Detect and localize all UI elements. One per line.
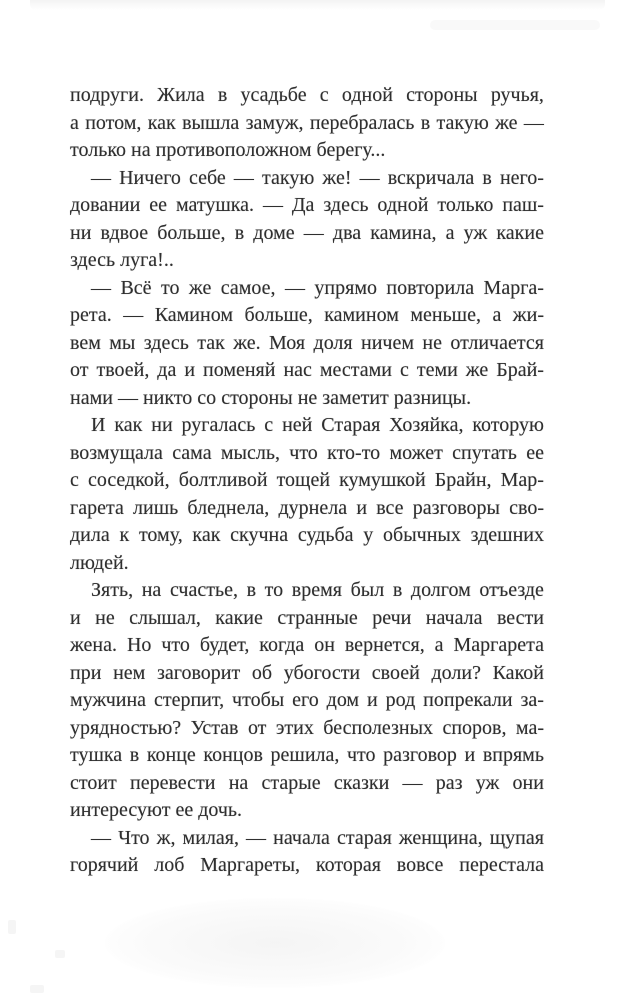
word: в (129, 744, 140, 766)
word: а (492, 304, 502, 326)
word: долгом (410, 579, 471, 601)
text-line (70, 192, 544, 220)
word: да (157, 359, 177, 381)
word: — (402, 771, 423, 794)
word: и (367, 689, 378, 711)
word: лоб (154, 854, 185, 876)
word: возмущала (70, 441, 163, 464)
word: никто (142, 386, 193, 409)
word: с (70, 469, 79, 491)
word: Устав (190, 716, 239, 739)
paragraph (70, 82, 544, 165)
word: интересуют (70, 799, 171, 821)
word: матушка. (175, 194, 255, 216)
word: поменяй (203, 359, 276, 381)
word: кумушкой (339, 469, 426, 491)
text-line (70, 165, 544, 193)
word: у (363, 524, 374, 546)
word: старая (336, 826, 392, 849)
word: ручья, (490, 84, 544, 106)
word: попрекали (423, 689, 513, 711)
word: речи (372, 606, 412, 629)
word: И (91, 414, 106, 436)
word: чтобы (232, 689, 285, 711)
word: — (262, 194, 283, 216)
word: слышал, (129, 606, 201, 629)
word: не (297, 386, 318, 409)
word: — (233, 166, 254, 189)
word: нас (283, 359, 312, 381)
word: скучна (230, 524, 289, 546)
word: он (314, 634, 335, 656)
word: — (523, 111, 544, 134)
word: щупая (489, 826, 544, 849)
word: заметит (322, 386, 389, 409)
word: концов (203, 744, 263, 766)
word: — (284, 276, 305, 299)
word: отъезде (479, 579, 544, 601)
text-line (70, 220, 544, 248)
word: ж, (156, 826, 176, 849)
word: — (123, 304, 144, 326)
word: же! (322, 166, 352, 189)
word: вскричала (387, 166, 475, 189)
word: только (70, 139, 127, 161)
word: него- (499, 166, 544, 189)
word: жи- (512, 304, 544, 326)
word: довании (70, 194, 141, 216)
word: же (495, 111, 518, 134)
word: ни (151, 414, 173, 436)
word: вовсе (396, 854, 444, 876)
word: мысль, (220, 441, 280, 464)
word: разницы. (393, 386, 472, 409)
word: этих (275, 716, 314, 739)
word: на (131, 139, 151, 161)
word: как (147, 111, 176, 134)
word: жена. (70, 634, 118, 656)
word: самое, (220, 276, 276, 299)
word: такую (436, 111, 489, 134)
word: то (264, 579, 284, 601)
word: стерпит, (153, 689, 225, 711)
word: — (246, 826, 267, 849)
word: же (188, 276, 212, 299)
word: вернется, (344, 634, 425, 656)
word: доли? (431, 661, 481, 684)
word: раз (435, 771, 463, 794)
scan-artifact-top (30, 0, 605, 10)
word: тушка (70, 744, 123, 766)
word: своей (371, 661, 420, 684)
word: уж (475, 771, 500, 794)
word: разговоры (412, 496, 500, 519)
word: с (264, 414, 274, 436)
word: только (437, 194, 494, 216)
word: был (350, 579, 385, 601)
word: горячий (70, 854, 139, 876)
word: к (119, 524, 130, 546)
text-line (70, 110, 544, 138)
text-line (70, 660, 544, 688)
word: за- (520, 689, 544, 711)
word: какие (215, 606, 263, 629)
text-line (70, 797, 544, 825)
scan-speck (30, 985, 44, 993)
word: женщина, (398, 826, 483, 849)
word: — (91, 826, 111, 849)
word: Брайн, (434, 469, 492, 491)
text-line (70, 440, 544, 468)
word: усадьбе (240, 84, 307, 106)
word: что (161, 634, 190, 656)
word: об (251, 661, 273, 684)
word: как (192, 524, 221, 546)
word: с (399, 359, 409, 381)
word: перестала (459, 854, 544, 876)
word: паш- (502, 194, 544, 216)
word: меньше, (410, 304, 481, 326)
word: ее (149, 194, 168, 216)
word: что (289, 441, 318, 464)
word: стоит (70, 771, 117, 794)
text-line (70, 137, 544, 165)
word: заговорит (156, 661, 241, 684)
word: так (197, 331, 225, 354)
text-line (70, 495, 544, 523)
word: Моя (269, 331, 306, 354)
word: твоей, (96, 359, 150, 381)
text-line (70, 550, 544, 578)
word: при (70, 661, 102, 684)
word: одной (341, 84, 393, 106)
word: вести (496, 606, 544, 629)
word: на (228, 771, 249, 794)
word: — (117, 386, 138, 409)
word: начала (425, 606, 483, 629)
word: перебралась (309, 111, 415, 134)
word: теми (416, 359, 458, 381)
word: с (319, 84, 329, 106)
text-line (70, 742, 544, 770)
word: ничем (361, 331, 414, 354)
word: здесь (323, 194, 369, 216)
word: замуж, (245, 111, 304, 134)
scan-artifact-top-right (430, 20, 600, 30)
word: и (70, 606, 81, 629)
word: здесь (70, 249, 116, 271)
word: а (445, 221, 455, 244)
word: такую (262, 166, 315, 189)
word: же (465, 359, 489, 381)
word: себе (189, 166, 226, 189)
word: судьба (297, 524, 354, 546)
word: болтливой (178, 469, 268, 491)
word: камина, (370, 221, 437, 244)
word: потом, (85, 111, 142, 134)
word: лишь (133, 496, 179, 519)
word: рета. (70, 304, 112, 326)
word: счастье, (169, 579, 238, 601)
word: бесполезных (323, 716, 434, 739)
word: тому, (138, 524, 183, 546)
word: род (385, 689, 416, 711)
word: ее (526, 441, 544, 464)
word: какие (496, 221, 544, 244)
word: нами (70, 386, 113, 409)
word: может (389, 441, 443, 464)
word: — (359, 166, 380, 189)
word: местами (319, 359, 393, 381)
word: Мар- (500, 469, 544, 491)
text-line (70, 412, 544, 440)
word: отличается (450, 331, 544, 354)
page-text (70, 82, 544, 880)
word: впрямь (482, 744, 544, 766)
word: берегу... (316, 139, 386, 161)
word: упрямо (314, 276, 377, 299)
word: странные (277, 606, 358, 629)
text-line (70, 247, 544, 275)
word: людей. (70, 551, 129, 574)
text-line (70, 467, 544, 495)
word: а (70, 111, 79, 134)
word: от (247, 716, 267, 739)
word: уж (463, 221, 488, 244)
word: ругалась (181, 414, 256, 436)
word: убогости (283, 661, 361, 684)
word: урядностью? (70, 716, 182, 739)
word: же. (233, 331, 261, 354)
word: одной (377, 194, 429, 216)
text-line (70, 605, 544, 633)
word: что (346, 744, 376, 766)
text-line (70, 687, 544, 715)
text-line (70, 82, 544, 110)
paragraph (70, 577, 544, 825)
word: дом (326, 689, 360, 711)
word: Жила (157, 84, 205, 106)
word: в (420, 111, 431, 134)
word: Всё (120, 276, 152, 299)
paragraph (70, 275, 544, 413)
word: в (482, 166, 492, 189)
word: Маргарета (453, 634, 544, 656)
word: стороны (406, 84, 478, 106)
word: когда (259, 634, 305, 656)
word: старые (261, 771, 321, 794)
word: сво- (509, 496, 544, 519)
word: два (332, 221, 362, 244)
paragraph (70, 412, 544, 577)
text-line (70, 357, 544, 385)
word: которая (315, 854, 381, 876)
word: милая, (182, 826, 239, 849)
text-line (70, 577, 544, 605)
text-line (70, 385, 544, 413)
word: противоположном (155, 139, 312, 161)
word: Хозяйка, (389, 414, 464, 436)
word: соседкой, (87, 469, 170, 491)
text-line (70, 715, 544, 743)
word: повторила (386, 276, 475, 299)
text-line (70, 522, 544, 550)
word: то (160, 276, 180, 299)
word: которую (472, 414, 544, 436)
word: Ничего (119, 166, 181, 189)
text-line (70, 275, 544, 303)
paragraph (70, 825, 544, 880)
word: разговор (383, 744, 457, 766)
word: как (114, 414, 143, 436)
word: в (234, 221, 245, 244)
word: больше, (244, 304, 313, 326)
word: в (246, 579, 257, 601)
word: доме (253, 221, 295, 244)
word: нем (113, 661, 146, 684)
word: и (356, 496, 368, 519)
word: не (422, 331, 442, 354)
word: мужчина (70, 689, 147, 711)
word: все (376, 496, 404, 519)
word: от (70, 359, 89, 381)
word: Старая (321, 414, 381, 436)
word: Брай- (496, 359, 544, 381)
word: кто-то (327, 441, 381, 464)
word: будет, (199, 634, 250, 656)
word: вдвое (100, 221, 149, 244)
word: не (95, 606, 115, 629)
text-line (70, 302, 544, 330)
word: сказки (333, 771, 390, 794)
word: мы (109, 331, 136, 354)
paragraph (70, 165, 544, 275)
word: начала (273, 826, 330, 849)
word: Марга- (483, 276, 544, 299)
scan-artifact-bottom-blob (105, 898, 445, 988)
word: дурнела (278, 496, 348, 519)
word: — (91, 166, 111, 189)
word: Но (126, 634, 152, 656)
word: они (512, 771, 544, 794)
word: конце (146, 744, 196, 766)
word: в (392, 579, 403, 601)
text-line (70, 330, 544, 358)
word: со (197, 386, 217, 409)
word: здесь (143, 331, 189, 354)
word: Маргареты, (200, 854, 301, 876)
word: доля (313, 331, 353, 354)
word: решила, (270, 744, 340, 766)
word: луга!.. (120, 249, 174, 271)
word: дила (70, 524, 110, 546)
word: Камином (154, 304, 233, 326)
word: и (184, 359, 196, 381)
word: Какой (492, 661, 544, 684)
word: сама (172, 441, 212, 464)
word: тощей (276, 469, 331, 491)
word: время (291, 579, 342, 601)
word: подруги. (70, 84, 144, 106)
word: на (141, 579, 162, 601)
word: в (217, 84, 228, 106)
word: ее (175, 799, 194, 821)
word: Да (291, 194, 315, 216)
word: — (303, 221, 324, 244)
word: стороны (221, 386, 293, 409)
scan-speck (8, 920, 16, 934)
word: бледнела, (187, 496, 270, 519)
word: ней (282, 414, 313, 436)
word: ни (70, 221, 92, 244)
word: дочь. (198, 799, 243, 821)
word: вышла (182, 111, 240, 134)
word: камином (324, 304, 399, 326)
scan-speck (55, 950, 65, 958)
word: Зять, (91, 579, 134, 601)
word: перевести (130, 771, 216, 794)
text-line (70, 632, 544, 660)
word: здешних (470, 524, 544, 546)
word: обычных (383, 524, 461, 546)
word: вем (70, 331, 101, 354)
word: а (434, 634, 444, 656)
word: ма- (515, 716, 544, 739)
word: и (464, 744, 476, 766)
word: споров, (442, 716, 507, 739)
word: — (91, 276, 111, 299)
word: спутать (452, 441, 517, 464)
word: его (292, 689, 319, 711)
word: Что (118, 826, 150, 849)
text-line (70, 825, 544, 853)
word: гарета (70, 496, 124, 519)
text-line (70, 852, 544, 880)
text-line (70, 770, 544, 798)
word: больше, (157, 221, 226, 244)
